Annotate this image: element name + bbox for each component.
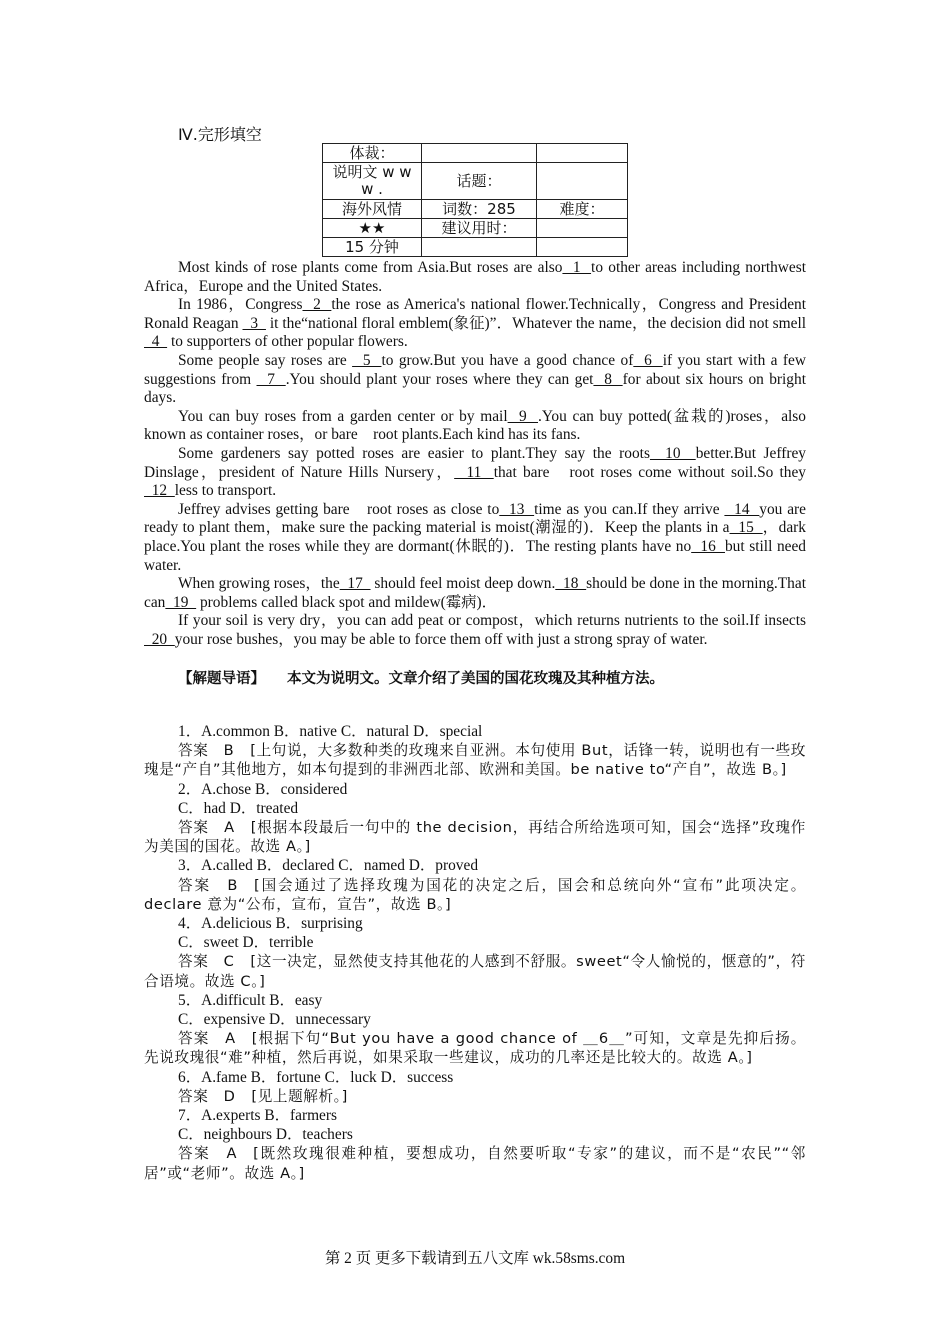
- question-options: C．had D．treated: [178, 799, 299, 817]
- answer-key: 答案 A: [178, 1145, 238, 1163]
- passage-text: time as you can.If they arrive: [534, 500, 725, 518]
- passage-text: .You should plant your roses where they can get: [285, 370, 594, 388]
- passage-text: When growing roses，the: [178, 575, 340, 593]
- cloze-blank: 2: [302, 296, 332, 314]
- question-options: C．neighbours D．teachers: [178, 1126, 353, 1144]
- passage-text: If your soil is very dry，you can add peat or compost，which returns nutrients to the soil.If insects: [178, 612, 806, 630]
- guide-label: 【解题导语】: [178, 671, 265, 687]
- passage-text: but still need water.: [144, 537, 806, 574]
- cloze-blank: 20: [144, 630, 175, 648]
- question-options: 5．A.difficult B．easy: [178, 991, 323, 1009]
- answer-key: 答案 D: [178, 1087, 236, 1105]
- question-options: C．expensive D．unnecessary: [178, 1011, 371, 1029]
- question-options: 3．A.called B．declared C．named D．proved: [178, 857, 479, 875]
- time-label: 建议用时：: [422, 219, 537, 238]
- cloze-blank: 15: [729, 519, 763, 537]
- cloze-blank: 9: [507, 407, 539, 425]
- passage-text: should feel moist deep down.: [370, 575, 556, 593]
- explanation-text: [根据下句“But you have a good chance of ＿6＿”可知，文章是先抑后扬。先说玫瑰很“难”种植，然后再说，如果采取一些建议，成功的几率还是比较大的。故选 A。]: [144, 1030, 807, 1067]
- cloze-blank: 11: [454, 463, 494, 481]
- answer-explanation: [144, 952, 806, 990]
- guide-text: 本文为说明文。文章介绍了美国的国花玫瑰及其种植方法。: [287, 671, 664, 687]
- explanation-text: [国会通过了选择玫瑰为国花的决定之后，国会和总统向外“宣布”此项决定。declare 意为“公布，宣布，宣告”，故选 B。]: [144, 876, 806, 913]
- passage-text: problems called black spot and mildew(霉病)．: [196, 593, 498, 611]
- answer-key: 答案 B: [178, 876, 239, 894]
- passage-text: if you start with a few suggestions from: [144, 351, 806, 388]
- cloze-blank: 8: [593, 370, 623, 388]
- section-title: Ⅳ.完形填空: [178, 125, 262, 144]
- cloze-blank: 16: [691, 537, 725, 555]
- question-options: 1．A.common B．native C．natural D．special: [178, 723, 483, 740]
- cloze-blank: 1: [562, 259, 592, 276]
- difficulty-stars: ★★: [323, 219, 422, 238]
- answer-explanation: [144, 1144, 806, 1182]
- passage-text: to grow.But you have a good chance of: [381, 351, 634, 369]
- cloze-blank: 17: [339, 575, 371, 593]
- word-count: 词数：285: [422, 200, 537, 219]
- genre-label: 体裁：: [323, 144, 422, 163]
- topic-value: 海外风情: [323, 200, 422, 219]
- passage-text: that bare root roses come without soil.So they: [493, 463, 807, 481]
- passage-paragraph: [144, 501, 806, 575]
- cloze-blank: 12: [144, 482, 175, 500]
- passage-paragraph: [144, 259, 806, 296]
- passage-text: In 1986，Congress: [178, 296, 303, 314]
- passage-text: Jeffrey advises getting bare root roses as close to: [178, 500, 500, 518]
- passage-text: for about six hours on bright days.: [144, 370, 806, 407]
- solution-guide: [178, 667, 664, 688]
- cloze-passage: [144, 259, 806, 649]
- answer-explanation: [144, 876, 806, 914]
- cloze-blank: 3: [242, 314, 266, 332]
- passage-text: You can buy roses from a garden center or by mail: [178, 407, 508, 425]
- explanation-text: [根据本段最后一句中的 the decision，再结合所给选项可知，国会“选择”玫瑰作为美国的国花。故选 A。]: [144, 819, 806, 856]
- answer-key: 答案 A: [178, 819, 235, 837]
- genre-value: 说明文 w w w .: [323, 163, 422, 200]
- question-options: 6．A.fame B．fortune C．luck D．success: [178, 1068, 454, 1086]
- question-options: C．sweet D．terrible: [178, 934, 314, 952]
- passage-paragraph: [144, 296, 806, 352]
- cloze-blank: 7: [256, 370, 286, 388]
- cloze-blank: 6: [633, 351, 663, 369]
- passage-paragraph: [144, 575, 806, 612]
- passage-paragraph: [144, 445, 806, 501]
- passage-text: less to transport.: [174, 482, 277, 500]
- passage-text: should be done in the morning.That can: [144, 575, 806, 611]
- answer-explanation: [144, 818, 806, 856]
- question-options: 4．A.delicious B．surprising: [178, 915, 363, 933]
- cloze-blank: 4: [144, 333, 168, 351]
- question-options: 7．A.experts B．farmers: [178, 1107, 337, 1125]
- passage-text: the rose as America's national flower.Technically，Congress and President Ronald Reagan: [144, 296, 806, 332]
- passage-text: better.But Jeffrey Dinslage，president of Nature Hills Nursery，: [144, 444, 807, 481]
- passage-text: Some gardeners say potted roses are easier to plant.They say the roots: [178, 444, 650, 462]
- question-options: 2．A.chose B．considered: [178, 780, 348, 798]
- passage-text: .You can buy potted(盆栽的)roses，also known as container roses，or bare root plants.Each kind has its fans.: [144, 407, 806, 444]
- page-footer: 第 2 页 更多下载请到五八文库 wk.58sms.com: [324, 1250, 626, 1267]
- answer-key: 答案 B: [178, 742, 235, 760]
- question-answer-list: [144, 722, 806, 1183]
- explanation-text: [上句说，大多数种类的玫瑰来自亚洲。本句使用 But，话锋一转，说明也有一些玫瑰是“产自”其他地方，如本句提到的非洲西北部、欧洲和美国。be native to“产自”，故选 B。]: [144, 742, 806, 779]
- passage-paragraph: [144, 408, 806, 445]
- answer-explanation: [144, 741, 806, 779]
- passage-info-table: [322, 143, 628, 257]
- cloze-blank: 14: [724, 500, 760, 518]
- passage-text: you are ready to plant them，make sure the packing material is moist(潮湿的)．Keep the plants in a: [144, 500, 806, 537]
- cloze-blank: 18: [555, 575, 587, 593]
- answer-explanation: [144, 1029, 806, 1067]
- passage-text: Some people say roses are: [178, 351, 353, 369]
- cloze-blank: 19: [165, 593, 197, 611]
- cloze-blank: 5: [352, 351, 382, 369]
- passage-text: Most kinds of rose plants come from Asia.But roses are also: [178, 259, 563, 276]
- difficulty-label: 难度：: [537, 200, 628, 219]
- passage-text: it the“national floral emblem(象征)”．Whatever the name，the decision did not smell: [265, 314, 807, 332]
- passage-paragraph: [144, 612, 806, 649]
- cloze-blank: 10: [649, 444, 696, 462]
- cloze-blank: 13: [499, 500, 535, 518]
- passage-paragraph: [144, 352, 806, 408]
- answer-explanation: [144, 1087, 806, 1106]
- topic-label: 话题：: [422, 163, 537, 200]
- explanation-text: [既然玫瑰很难种植，要想成功，自然要听取“专家”的建议，而不是“农民”“邻居”或“老师”。故选 A。]: [144, 1145, 807, 1182]
- explanation-text: [这一决定，显然使支持其他花的人感到不舒服。sweet“令人愉悦的，惬意的”，符合语境。故选 C。]: [144, 953, 806, 990]
- passage-text: your rose bushes，you may be able to force them off with just a strong spray of water.: [174, 630, 708, 648]
- time-value: 15 分钟: [323, 238, 422, 257]
- answer-key: 答案 A: [178, 1030, 236, 1048]
- passage-text: ，dark place.You plant the roses while they are dormant(休眠的)．The resting plants have no: [144, 519, 806, 555]
- passage-text: to other areas including northwest Africa，Europe and the United States.: [144, 259, 806, 295]
- answer-key: 答案 C: [178, 953, 235, 971]
- explanation-text: [见上题解析。]: [251, 1087, 348, 1105]
- passage-text: to supporters of other popular flowers.: [167, 333, 408, 351]
